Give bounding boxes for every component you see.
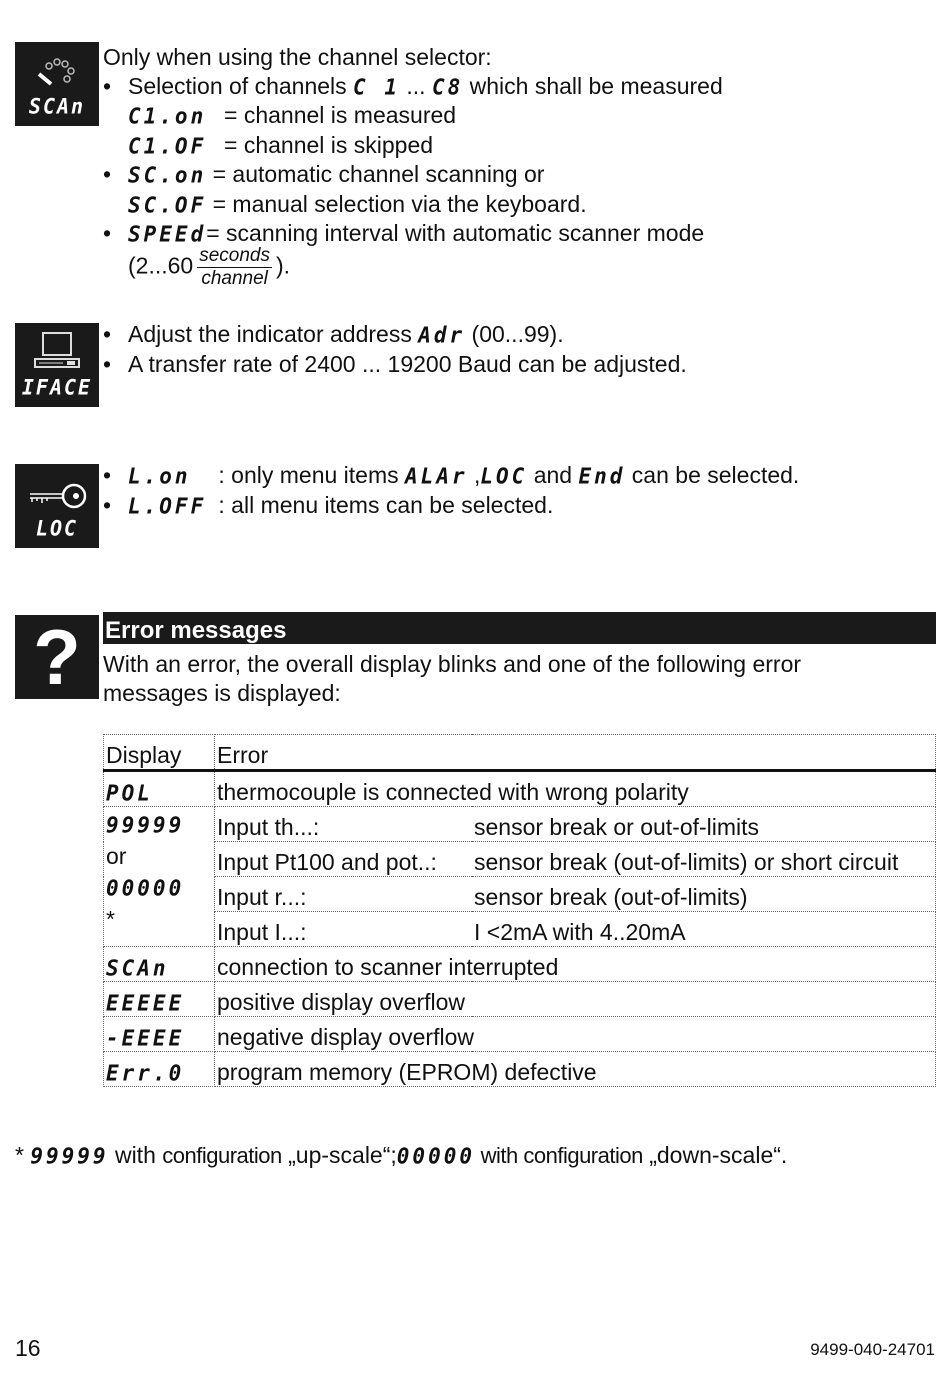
loc-icon-label: LOC (35, 515, 79, 541)
table-row: POL thermocouple is connected with wrong polarity (104, 771, 936, 807)
scan-icon (15, 42, 99, 126)
seconds-per-channel-fraction: $\frac{\text{seconds}}{\text{channel}}$ (199, 244, 270, 289)
error-table (103, 734, 936, 1087)
footnote: * 99999 with configuration „up-scale“;00000 with configuration „down-scale“. (15, 1142, 788, 1169)
column-header-error: Error (215, 735, 936, 771)
loc-icon (15, 464, 99, 548)
scan-range-line: (2...60 $\frac{\text{seconds}}{\text{channel}}$ ). (128, 244, 291, 289)
table-row: Err.0 program memory (EPROM) defective (104, 1052, 936, 1087)
scan-scof-line: SC.OF = manual selection via the keyboard. (128, 190, 587, 218)
table-row: Input r...: sensor break (out-of-limits) (104, 877, 936, 912)
sensor-break-codes: 99999 or 00000 * (104, 807, 215, 947)
page-number: 16 (15, 1335, 41, 1361)
scan-description (103, 43, 723, 290)
table-row: Input Pt100 and pot..: sensor break (out-of-limits) or short circuit (104, 842, 936, 877)
scan-c1on-line: C1.on = channel is measured (128, 102, 457, 129)
error-intro: With an error, the overall display blinks and one of the following error messages is displayed: (103, 651, 802, 706)
loc-loff-line: • L.OFF : all menu items can be selected. (103, 491, 799, 521)
scan-c1of-line: C1.OF = channel is skipped (128, 131, 434, 159)
table-row: 99999 or 00000 * Input th...: sensor break or out-of-limits (104, 807, 936, 842)
scan-scon-line: • SC.on = automatic channel scanning or (103, 160, 723, 190)
iface-baud-line: • A transfer rate of 2400 ... 19200 Baud can be adjusted. (103, 350, 687, 379)
scan-intro: Only when using the channel selector: (103, 44, 492, 70)
column-header-display: Display (104, 735, 215, 771)
iface-description (103, 320, 687, 378)
scan-speed-line: • SPEEd= scanning interval with automatic scanner mode (103, 219, 723, 249)
loc-lon-line: • L.on : only menu items ALAr ,LOC and End can be selected. (103, 461, 799, 491)
iface-icon (15, 323, 99, 407)
iface-icon-label: IFACE (21, 374, 93, 400)
table-row: SCAn connection to scanner interrupted (104, 947, 936, 982)
scan-channel-selection: • Selection of channels C 1 ... C8 which shall be measured (103, 72, 723, 102)
error-messages-heading: Error messages (103, 612, 936, 644)
scan-icon-label: SCAn (28, 93, 86, 119)
iface-address-line: • Adjust the indicator address Adr (00...99). (103, 320, 687, 350)
key-icon (24, 480, 90, 516)
question-icon: ? (15, 615, 99, 699)
table-row: -EEEE negative display overflow (104, 1017, 936, 1052)
loc-description (103, 461, 799, 520)
channel-selector-icon (27, 54, 87, 94)
document-number: 9499-040-24701 (810, 1340, 935, 1359)
computer-icon (27, 331, 87, 375)
table-header-row (104, 735, 936, 771)
table-row: Input I...: I <2mA with 4..20mA (104, 912, 936, 947)
table-row: EEEEE positive display overflow (104, 982, 936, 1017)
